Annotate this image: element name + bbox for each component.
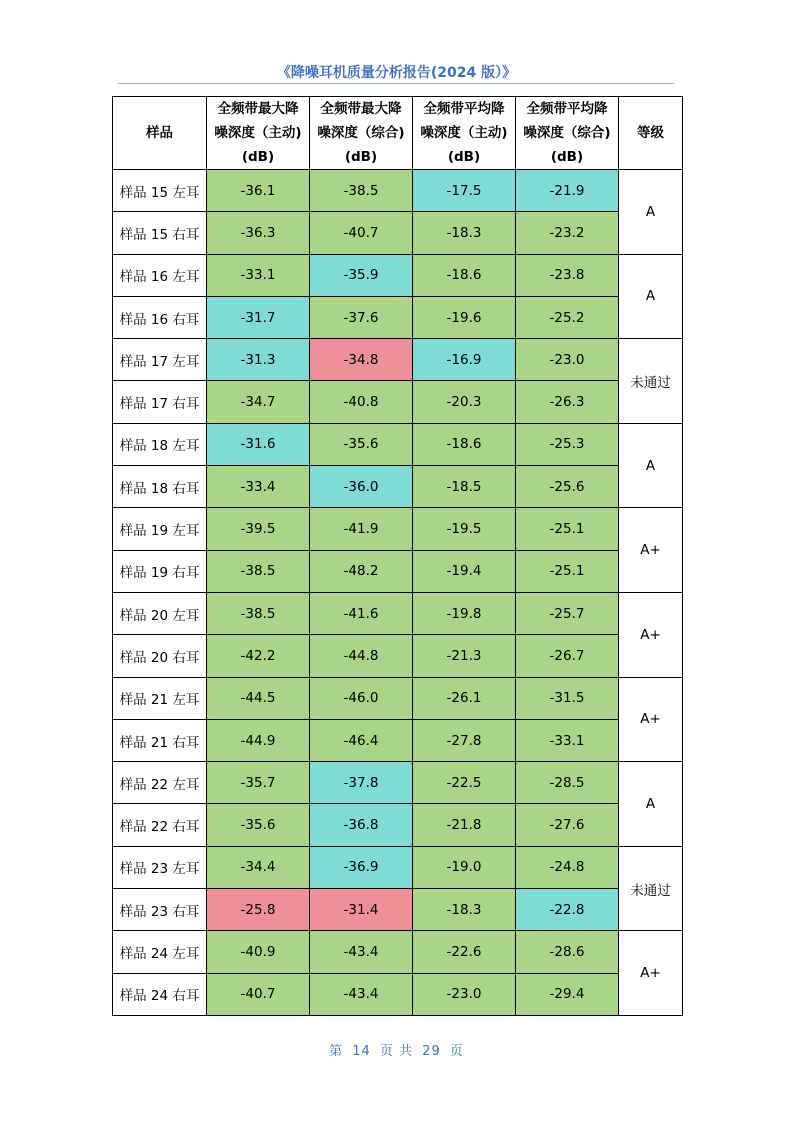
value-cell: -22.6 <box>413 931 516 973</box>
footer-suffix: 页 <box>449 1044 464 1059</box>
table-row <box>113 677 683 719</box>
column-header-line: 等级 <box>637 125 664 141</box>
value-cell: -21.3 <box>413 635 516 677</box>
value-cell: -26.1 <box>413 677 516 719</box>
value-cell: -16.9 <box>413 339 516 381</box>
sample-cell: 样品 21 左耳 <box>113 677 207 719</box>
table-row <box>113 508 683 550</box>
value-cell: -33.1 <box>516 719 619 761</box>
table-header-row <box>113 97 683 170</box>
sample-cell: 样品 20 左耳 <box>113 592 207 634</box>
value-cell: -25.6 <box>516 466 619 508</box>
table-row <box>113 592 683 634</box>
table-row <box>113 762 683 804</box>
footer-total-pages: 29 <box>422 1044 441 1059</box>
value-cell: -25.1 <box>516 550 619 592</box>
value-cell: -33.4 <box>207 466 310 508</box>
table-row <box>113 550 683 592</box>
column-header-line: 样品 <box>146 125 173 141</box>
value-cell: -31.3 <box>207 339 310 381</box>
value-cell: -35.6 <box>310 423 413 465</box>
value-cell: -35.6 <box>207 804 310 846</box>
value-cell: -24.8 <box>516 846 619 888</box>
grade-cell: A <box>619 762 683 847</box>
value-cell: -22.5 <box>413 762 516 804</box>
column-header-line: (dB) <box>550 149 584 165</box>
value-cell: -29.4 <box>516 973 619 1015</box>
value-cell: -36.3 <box>207 212 310 254</box>
value-cell: -27.6 <box>516 804 619 846</box>
column-header-line: 全频带平均降 <box>526 101 608 117</box>
value-cell: -41.6 <box>310 592 413 634</box>
value-cell: -41.9 <box>310 508 413 550</box>
value-cell: -37.6 <box>310 296 413 338</box>
grade-cell: A+ <box>619 931 683 1016</box>
grade-cell: A+ <box>619 677 683 762</box>
document-header-title: 《降噪耳机质量分析报告(2024 版）》 <box>276 65 517 81</box>
value-cell: -18.6 <box>413 423 516 465</box>
value-cell: -42.2 <box>207 635 310 677</box>
value-cell: -31.6 <box>207 423 310 465</box>
column-header-line: 全频带最大降 <box>320 101 402 117</box>
value-cell: -25.8 <box>207 889 310 931</box>
value-cell: -19.5 <box>413 508 516 550</box>
value-cell: -26.3 <box>516 381 619 423</box>
value-cell: -40.7 <box>207 973 310 1015</box>
table-row <box>113 719 683 761</box>
grade-cell: 未通过 <box>619 846 683 931</box>
column-header-3 <box>413 97 516 170</box>
value-cell: -18.6 <box>413 254 516 296</box>
value-cell: -27.8 <box>413 719 516 761</box>
value-cell: -25.2 <box>516 296 619 338</box>
value-cell: -48.2 <box>310 550 413 592</box>
table-row <box>113 931 683 973</box>
sample-cell: 样品 16 右耳 <box>113 296 207 338</box>
value-cell: -18.5 <box>413 466 516 508</box>
value-cell: -25.1 <box>516 508 619 550</box>
table-row <box>113 254 683 296</box>
value-cell: -23.8 <box>516 254 619 296</box>
value-cell: -38.5 <box>310 170 413 212</box>
column-header-1 <box>207 97 310 170</box>
sample-cell: 样品 22 右耳 <box>113 804 207 846</box>
value-cell: -40.7 <box>310 212 413 254</box>
column-header-line: 全频带平均降 <box>423 101 505 117</box>
value-cell: -37.8 <box>310 762 413 804</box>
value-cell: -34.7 <box>207 381 310 423</box>
value-cell: -21.9 <box>516 170 619 212</box>
value-cell: -44.9 <box>207 719 310 761</box>
value-cell: -46.0 <box>310 677 413 719</box>
value-cell: -31.4 <box>310 889 413 931</box>
table-row <box>113 212 683 254</box>
sample-cell: 样品 22 左耳 <box>113 762 207 804</box>
value-cell: -35.7 <box>207 762 310 804</box>
table-row <box>113 466 683 508</box>
value-cell: -31.5 <box>516 677 619 719</box>
sample-cell: 样品 18 右耳 <box>113 466 207 508</box>
value-cell: -18.3 <box>413 212 516 254</box>
column-header-line: 噪深度（主动) <box>420 125 508 141</box>
value-cell: -25.3 <box>516 423 619 465</box>
value-cell: -38.5 <box>207 592 310 634</box>
value-cell: -36.9 <box>310 846 413 888</box>
footer-middle: 页 共 <box>379 1044 414 1059</box>
value-cell: -36.0 <box>310 466 413 508</box>
sample-cell: 样品 23 左耳 <box>113 846 207 888</box>
value-cell: -23.0 <box>516 339 619 381</box>
value-cell: -23.2 <box>516 212 619 254</box>
value-cell: -33.1 <box>207 254 310 296</box>
value-cell: -36.8 <box>310 804 413 846</box>
sample-cell: 样品 15 右耳 <box>113 212 207 254</box>
header-divider <box>118 83 674 84</box>
sample-cell: 样品 19 左耳 <box>113 508 207 550</box>
page-footer <box>0 1040 793 1059</box>
noise-cancellation-table <box>112 96 683 1016</box>
sample-cell: 样品 18 左耳 <box>113 423 207 465</box>
table-row <box>113 339 683 381</box>
value-cell: -44.8 <box>310 635 413 677</box>
sample-cell: 样品 23 右耳 <box>113 889 207 931</box>
sample-cell: 样品 15 左耳 <box>113 170 207 212</box>
value-cell: -17.5 <box>413 170 516 212</box>
value-cell: -23.0 <box>413 973 516 1015</box>
column-header-4 <box>516 97 619 170</box>
table-row <box>113 635 683 677</box>
sample-cell: 样品 20 右耳 <box>113 635 207 677</box>
value-cell: -28.6 <box>516 931 619 973</box>
value-cell: -28.5 <box>516 762 619 804</box>
value-cell: -39.5 <box>207 508 310 550</box>
value-cell: -34.4 <box>207 846 310 888</box>
table-row <box>113 170 683 212</box>
value-cell: -25.7 <box>516 592 619 634</box>
sample-cell: 样品 24 左耳 <box>113 931 207 973</box>
table-row <box>113 973 683 1015</box>
column-header-line: (dB) <box>447 149 481 165</box>
value-cell: -31.7 <box>207 296 310 338</box>
column-header-2 <box>310 97 413 170</box>
sample-cell: 样品 17 左耳 <box>113 339 207 381</box>
value-cell: -22.8 <box>516 889 619 931</box>
column-header-line: 全频带最大降 <box>217 101 299 117</box>
value-cell: -19.8 <box>413 592 516 634</box>
value-cell: -40.8 <box>310 381 413 423</box>
grade-cell: A+ <box>619 592 683 677</box>
value-cell: -43.4 <box>310 931 413 973</box>
value-cell: -19.6 <box>413 296 516 338</box>
sample-cell: 样品 21 右耳 <box>113 719 207 761</box>
table-row <box>113 296 683 338</box>
column-header-line: (dB) <box>241 149 275 165</box>
sample-cell: 样品 19 右耳 <box>113 550 207 592</box>
column-header-5 <box>619 97 683 170</box>
grade-cell: A <box>619 170 683 255</box>
value-cell: -34.8 <box>310 339 413 381</box>
value-cell: -19.0 <box>413 846 516 888</box>
sample-cell: 样品 16 左耳 <box>113 254 207 296</box>
sample-cell: 样品 24 右耳 <box>113 973 207 1015</box>
value-cell: -43.4 <box>310 973 413 1015</box>
value-cell: -20.3 <box>413 381 516 423</box>
footer-page-number: 14 <box>352 1044 371 1059</box>
table-row <box>113 804 683 846</box>
column-header-0 <box>113 97 207 170</box>
column-header-line: (dB) <box>344 149 378 165</box>
grade-cell: A+ <box>619 508 683 593</box>
table-body <box>113 170 683 1016</box>
table-row <box>113 381 683 423</box>
column-header-line: 噪深度（综合) <box>523 125 611 141</box>
value-cell: -26.7 <box>516 635 619 677</box>
table-row <box>113 846 683 888</box>
footer-prefix: 第 <box>329 1044 344 1059</box>
grade-cell: A <box>619 423 683 508</box>
column-header-line: 噪深度（综合) <box>317 125 405 141</box>
value-cell: -21.8 <box>413 804 516 846</box>
table-row <box>113 889 683 931</box>
value-cell: -35.9 <box>310 254 413 296</box>
value-cell: -36.1 <box>207 170 310 212</box>
value-cell: -46.4 <box>310 719 413 761</box>
value-cell: -40.9 <box>207 931 310 973</box>
grade-cell: A <box>619 254 683 339</box>
value-cell: -38.5 <box>207 550 310 592</box>
sample-cell: 样品 17 右耳 <box>113 381 207 423</box>
value-cell: -18.3 <box>413 889 516 931</box>
column-header-line: 噪深度（主动) <box>214 125 302 141</box>
table-row <box>113 423 683 465</box>
value-cell: -44.5 <box>207 677 310 719</box>
value-cell: -19.4 <box>413 550 516 592</box>
grade-cell: 未通过 <box>619 339 683 424</box>
